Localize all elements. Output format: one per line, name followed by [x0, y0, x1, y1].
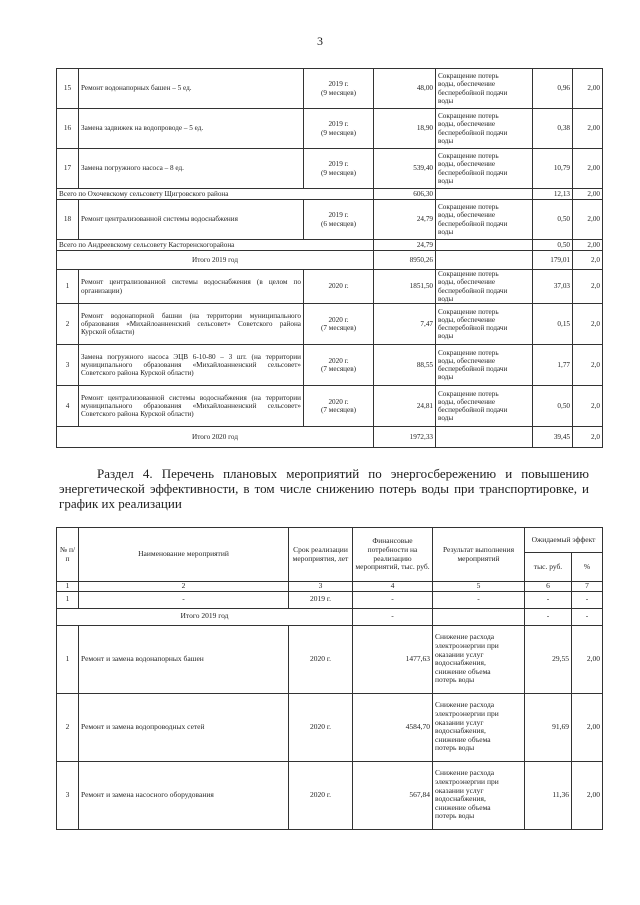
cost: 88,55 — [374, 345, 436, 386]
result — [433, 693, 525, 761]
term — [304, 270, 374, 304]
result-line: Снижение расхода — [435, 768, 495, 778]
term — [304, 69, 374, 109]
result-line: снижение объема — [435, 666, 491, 676]
table-row — [57, 69, 603, 109]
header-num: № п/п — [57, 528, 79, 582]
table-row — [57, 240, 603, 251]
plan-table-continued — [56, 68, 603, 448]
term — [304, 345, 374, 386]
effect-rub: 1,77 — [533, 345, 573, 386]
result-line: Сокращение потерь — [438, 307, 499, 316]
result-line: Сокращение потерь — [438, 71, 499, 80]
row-number: 4 — [57, 386, 79, 427]
header-effect-rub: тыс. руб. — [525, 553, 572, 582]
result — [433, 625, 525, 693]
cost: 8950,26 — [374, 251, 436, 270]
result-line: Сокращение потерь — [438, 389, 499, 398]
section-4-heading: Раздел 4. Перечень плановых мероприятий по энергосбережению и повышению энергетической эффективности, в том числе снижению потерь воды при транспортировке, и график их реализации — [59, 466, 589, 511]
effect-rub: - — [525, 608, 572, 625]
measure-name: Ремонт централизованной системы водоснабжения — [79, 200, 304, 240]
term-line: (9 месяцев) — [320, 88, 357, 97]
result-line: потерь воды — [435, 675, 475, 685]
result-line: воды — [438, 414, 454, 423]
measure-name: Замена задвижек на водопроводе – 5 ед. — [79, 109, 304, 149]
table-row — [57, 625, 603, 693]
result-line: электроэнергии при — [435, 640, 499, 650]
effect-pct: 2,00 — [572, 625, 603, 693]
effect-pct: 2,0 — [573, 270, 603, 304]
term-line: (6 месяцев) — [320, 219, 357, 228]
result — [436, 345, 533, 386]
result-line: оказании услуг — [435, 717, 484, 727]
result-line: бесперебойной подачи — [438, 128, 508, 137]
result-line: воды — [438, 373, 454, 382]
plan-table-body — [57, 69, 603, 448]
term-line: (7 месяцев) — [320, 324, 357, 333]
result-line: Сокращение потерь — [438, 202, 499, 211]
energy-saving-table-body — [57, 591, 603, 829]
header-cost: Финансовые потребности на реализацию мероприятий, тыс. руб. — [353, 528, 433, 582]
result-line: Снижение расхода — [435, 700, 495, 710]
energy-saving-table — [56, 527, 603, 830]
cost: 606,30 — [374, 189, 436, 200]
row-number: 1 — [57, 270, 79, 304]
cost: 7,47 — [374, 304, 436, 345]
result-line: Сокращение потерь — [438, 348, 499, 357]
result-line: электроэнергии при — [435, 708, 499, 718]
measure-name: - — [79, 591, 289, 608]
table-row — [57, 693, 603, 761]
table-row — [57, 761, 603, 829]
effect-rub: 0,38 — [533, 109, 573, 149]
result-line: потерь воды — [435, 811, 475, 821]
term — [304, 149, 374, 189]
table-row — [57, 345, 603, 386]
column-number: 1 — [57, 582, 79, 592]
result-line: оказании услуг — [435, 649, 484, 659]
term-line: 2020 г. — [328, 315, 349, 324]
cost: - — [353, 608, 433, 625]
result — [436, 149, 533, 189]
result-line: потерь воды — [435, 743, 475, 753]
term: 2020 г. — [289, 693, 353, 761]
result-line: Сокращение потерь — [438, 151, 499, 160]
cost: 4584,70 — [353, 693, 433, 761]
result-line: воды, обеспечение — [438, 315, 496, 324]
effect-pct: 2,00 — [573, 240, 603, 251]
column-number: 2 — [79, 582, 289, 592]
result — [436, 270, 533, 304]
cost: 24,79 — [374, 240, 436, 251]
page-number: 3 — [317, 34, 323, 48]
result-line: водоснабжения, — [435, 794, 486, 804]
measure-name: Ремонт и замена водонапорных башен — [79, 625, 289, 693]
column-number: 3 — [289, 582, 353, 592]
row-number: 18 — [57, 200, 79, 240]
result-line: оказании услуг — [435, 785, 484, 795]
result-line: снижение объема — [435, 802, 491, 812]
effect-pct: - — [572, 608, 603, 625]
result — [436, 240, 533, 251]
result-line: воды, обеспечение — [438, 278, 496, 287]
table-row — [57, 149, 603, 189]
row-number: 3 — [57, 761, 79, 829]
cost: 18,90 — [374, 109, 436, 149]
term: 2020 г. — [289, 761, 353, 829]
effect-pct: 2,00 — [573, 109, 603, 149]
result-line: бесперебойной подачи — [438, 219, 508, 228]
table-row — [57, 386, 603, 427]
result-line: бесперебойной подачи — [438, 168, 508, 177]
effect-rub: 0,50 — [533, 200, 573, 240]
row-number: 2 — [57, 304, 79, 345]
table-row — [57, 189, 603, 200]
table-row — [57, 200, 603, 240]
effect-rub: 11,36 — [525, 761, 572, 829]
total-label: Итого 2019 год — [57, 608, 353, 625]
result-line: воды — [438, 136, 454, 145]
table-row — [57, 427, 603, 448]
total-label: Итого 2020 год — [57, 427, 374, 448]
measure-name: Ремонт водонапорных башен – 5 ед. — [79, 69, 304, 109]
effect-rub: 0,96 — [533, 69, 573, 109]
term-line: (9 месяцев) — [320, 168, 357, 177]
term-line: 2019 г. — [328, 211, 349, 220]
cost: 1972,33 — [374, 427, 436, 448]
result — [436, 109, 533, 149]
row-number: 16 — [57, 109, 79, 149]
table-row — [57, 304, 603, 345]
effect-rub: 29,55 — [525, 625, 572, 693]
result-line: водоснабжения, — [435, 658, 486, 668]
result — [436, 200, 533, 240]
result-line: воды — [438, 96, 454, 105]
table-row — [57, 251, 603, 270]
effect-pct: 2,0 — [573, 345, 603, 386]
result-line: воды, обеспечение — [438, 397, 496, 406]
cost: 1477,63 — [353, 625, 433, 693]
table-row — [57, 270, 603, 304]
header-result: Результат выполнения мероприятий — [433, 528, 525, 582]
effect-rub: - — [525, 591, 572, 608]
effect-pct: 2,0 — [573, 251, 603, 270]
term — [304, 304, 374, 345]
term: 2020 г. — [289, 625, 353, 693]
result-line: воды — [438, 332, 454, 341]
header-name: Наименование мероприятий — [79, 528, 289, 582]
column-number: 7 — [572, 582, 603, 592]
result — [433, 761, 525, 829]
term-line: 2020 г. — [328, 356, 349, 365]
cost: 539,40 — [374, 149, 436, 189]
term-line: 2019 г. — [328, 120, 349, 129]
effect-pct: 2,0 — [573, 386, 603, 427]
result-line: Сокращение потерь — [438, 270, 499, 278]
measure-name: Ремонт и замена насосного оборудования — [79, 761, 289, 829]
result-line: бесперебойной подачи — [438, 286, 508, 295]
result-line: водоснабжения, — [435, 726, 486, 736]
effect-pct: 2,00 — [572, 761, 603, 829]
measure-name: Ремонт и замена водопроводных сетей — [79, 693, 289, 761]
result-line: бесперебойной подачи — [438, 88, 508, 97]
row-number: 1 — [57, 591, 79, 608]
measure-name: Ремонт централизованной системы водоснабжения (на территории муниципального образования «Михайлоанненский сельсовет» Советского района Курской области) — [79, 386, 304, 427]
table-row — [57, 608, 603, 625]
result — [436, 427, 533, 448]
effect-pct: 2,00 — [573, 69, 603, 109]
effect-rub: 10,79 — [533, 149, 573, 189]
result — [436, 69, 533, 109]
result-line: бесперебойной подачи — [438, 406, 508, 415]
result-line: воды — [438, 227, 454, 236]
result — [433, 608, 525, 625]
term-line: 2020 г. — [328, 282, 349, 291]
effect-rub: 91,69 — [525, 693, 572, 761]
cost: 567,84 — [353, 761, 433, 829]
result-line: Снижение расхода — [435, 632, 495, 642]
row-number: 17 — [57, 149, 79, 189]
effect-pct: 2,0 — [573, 304, 603, 345]
table-row — [57, 591, 603, 608]
result-line: воды, обеспечение — [438, 356, 496, 365]
cost: 1851,50 — [374, 270, 436, 304]
column-number: 4 — [353, 582, 433, 592]
effect-rub: 12,13 — [533, 189, 573, 200]
effect-rub: 0,50 — [533, 240, 573, 251]
term-line: (9 месяцев) — [320, 128, 357, 137]
result: - — [433, 591, 525, 608]
result-line: воды, обеспечение — [438, 211, 496, 220]
result-line: бесперебойной подачи — [438, 365, 508, 374]
header-effect-pct: % — [572, 553, 603, 582]
effect-pct: 2,0 — [573, 427, 603, 448]
result-line: снижение объема — [435, 734, 491, 744]
header-term: Срок реализации мероприятия, лет — [289, 528, 353, 582]
row-number: 3 — [57, 345, 79, 386]
effect-pct: - — [572, 591, 603, 608]
cost: 48,00 — [374, 69, 436, 109]
measure-name: Замена погружного насоса – 8 ед. — [79, 149, 304, 189]
effect-pct: 2,00 — [573, 189, 603, 200]
cost: - — [353, 591, 433, 608]
term-line: 2019 г. — [328, 160, 349, 169]
row-number: 15 — [57, 69, 79, 109]
term-line: (7 месяцев) — [320, 365, 357, 374]
result-line: воды — [438, 294, 454, 303]
effect-rub: 39,45 — [533, 427, 573, 448]
term — [304, 200, 374, 240]
row-number: 1 — [57, 625, 79, 693]
subtotal-label: Всего по Охочевскому сельсовету Щигровского района — [57, 189, 374, 200]
row-number: 2 — [57, 693, 79, 761]
effect-pct: 2,00 — [573, 200, 603, 240]
effect-rub: 0,15 — [533, 304, 573, 345]
result — [436, 251, 533, 270]
term-line: 2020 г. — [328, 397, 349, 406]
result-line: бесперебойной подачи — [438, 324, 508, 333]
result-line: воды — [438, 176, 454, 185]
term — [304, 109, 374, 149]
cost: 24,81 — [374, 386, 436, 427]
term — [304, 386, 374, 427]
result-line: воды, обеспечение — [438, 80, 496, 89]
column-number: 5 — [433, 582, 525, 592]
effect-rub: 0,50 — [533, 386, 573, 427]
cost: 24,79 — [374, 200, 436, 240]
table-row — [57, 109, 603, 149]
result — [436, 386, 533, 427]
result-line: воды, обеспечение — [438, 120, 496, 129]
measure-name: Ремонт централизованной системы водоснабжения (в целом по организации) — [79, 270, 304, 304]
result-line: Сокращение потерь — [438, 111, 499, 120]
measure-name: Ремонт водонапорной башни (на территории муниципального образования «Михайлоанненский сельсовет» Советского района Курской области) — [79, 304, 304, 345]
header-effect: Ожидаемый эффект — [525, 528, 603, 553]
result — [436, 189, 533, 200]
term: 2019 г. — [289, 591, 353, 608]
measure-name: Замена погружного насоса ЭЦВ 6-10-80 – 3 шт. (на территории муниципального образования «Михайлоанненский сельсовет» Советского района Курской области) — [79, 345, 304, 386]
effect-pct: 2,00 — [573, 149, 603, 189]
result-line: электроэнергии при — [435, 776, 499, 786]
term-line: 2019 г. — [328, 80, 349, 89]
effect-rub: 37,03 — [533, 270, 573, 304]
effect-rub: 179,01 — [533, 251, 573, 270]
subtotal-label: Всего по Андреевскому сельсовету Касторенскогорайона — [57, 240, 374, 251]
effect-pct: 2,00 — [572, 693, 603, 761]
result-line: воды, обеспечение — [438, 160, 496, 169]
column-number: 6 — [525, 582, 572, 592]
result — [436, 304, 533, 345]
total-label: Итого 2019 год — [57, 251, 374, 270]
term-line: (7 месяцев) — [320, 406, 357, 415]
